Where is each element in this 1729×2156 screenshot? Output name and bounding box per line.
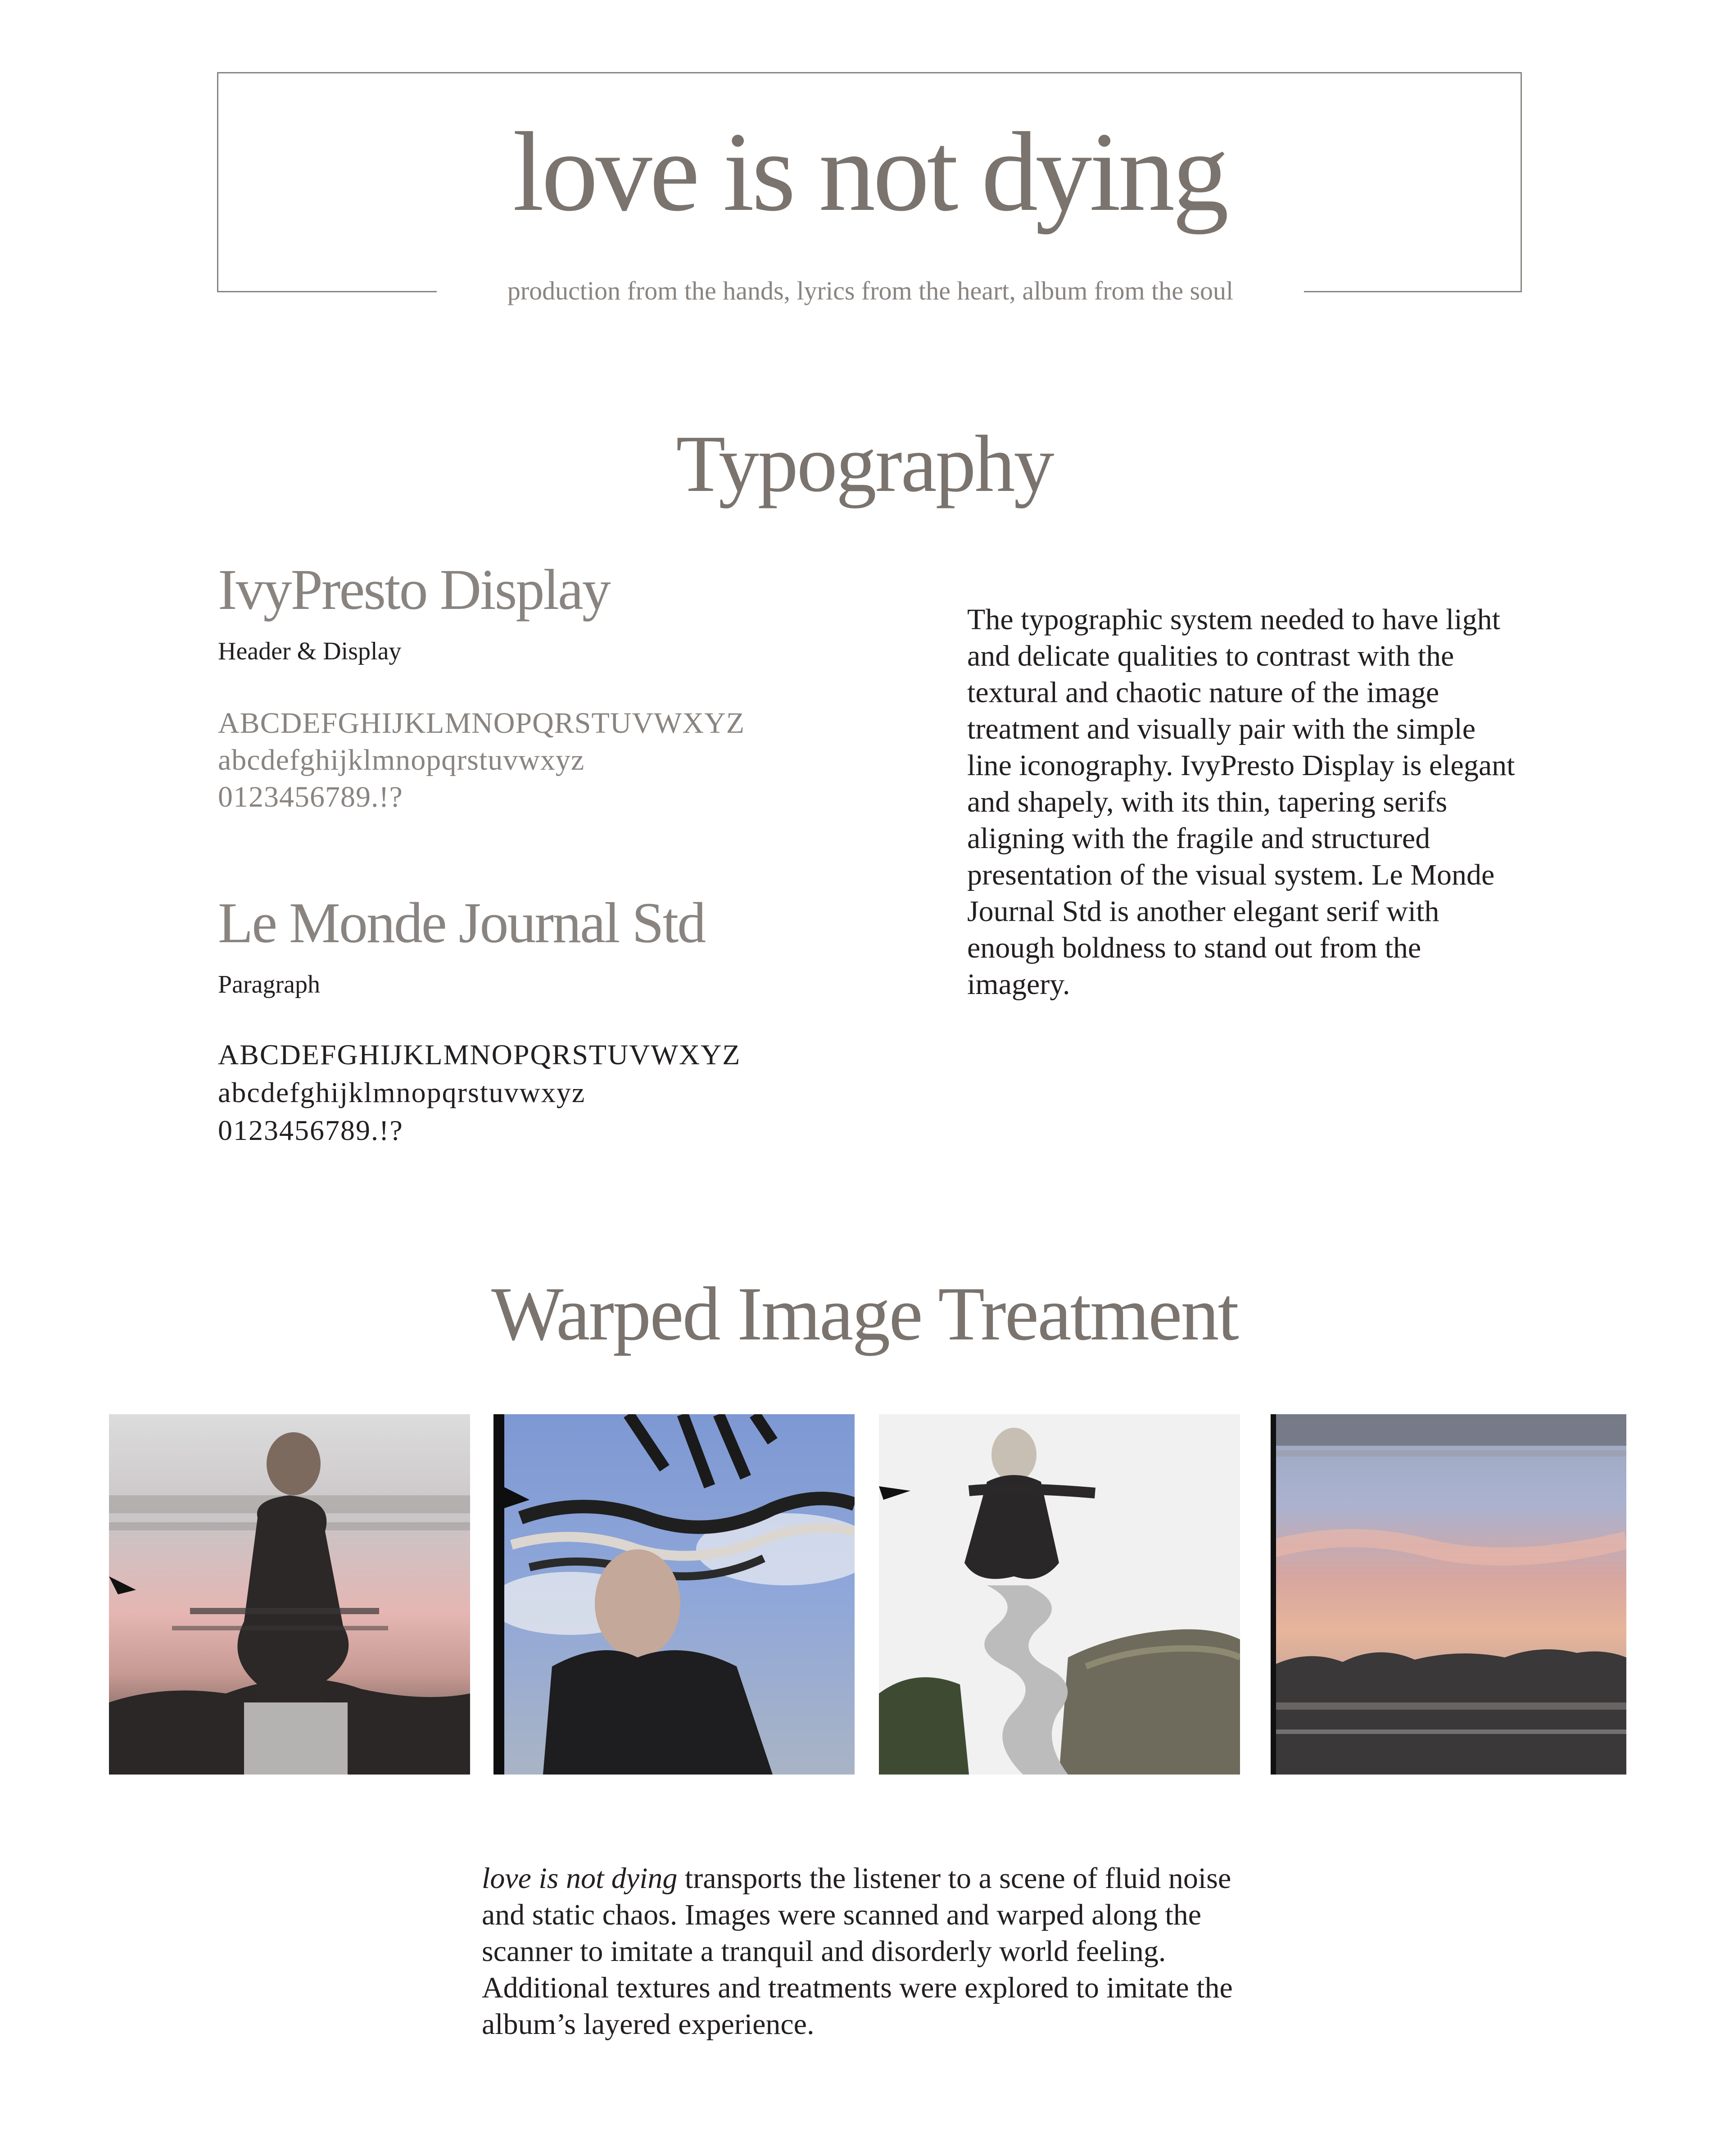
warped-heading: Warped Image Treatment bbox=[491, 1271, 1238, 1356]
glyphs-lowercase: abcdefghijklmnopqrstuvwxyz bbox=[218, 744, 585, 776]
typography-description: The typographic system needed to have light and delicate qualities to contrast with the textural and chaotic nature of the image treatment and visually pair with the simple line iconography. IvyPresto Display is elegant and shapely, with its thin, tapering serifs aligning with the fragile and structured presentation of the visual system. Le Monde Journal Std is another elegant serif with enough boldness to stand out from the imagery. bbox=[967, 603, 1515, 1001]
glyphs-uppercase: ABCDEFGHIJKLMNOPQRSTUVWXYZ bbox=[218, 707, 745, 740]
font-role-display: Header & Display bbox=[218, 637, 402, 665]
album-tagline: production from the hands, lyrics from the heart, album from the soul bbox=[507, 276, 1234, 305]
glyphs-numerals: 0123456789.!? bbox=[218, 781, 403, 813]
glyphs-uppercase: ABCDEFGHIJKLMNOPQRSTUVWXYZ bbox=[218, 1039, 741, 1071]
warped-photo-sunset-landscape bbox=[1271, 1414, 1626, 1775]
warped-photo-portrait-sky bbox=[493, 1414, 855, 1775]
warped-caption bbox=[482, 1860, 1256, 2043]
warped-photo-sunset-figure bbox=[109, 1414, 470, 1775]
caption-body: transports the listener to a scene of fluid noise and static chaos. Images were scanned and warped along the scanner to imitate a tranquil and disorderly world feeling. Additional textures and treatments were explored to imitate the album’s layered experience. bbox=[482, 1862, 1233, 2041]
glyphs-lowercase: abcdefghijklmnopqrstuvwxyz bbox=[218, 1076, 586, 1108]
font-name-display: IvyPresto Display bbox=[218, 558, 610, 622]
warped-photo-figure-hillside bbox=[879, 1414, 1240, 1775]
glyph-specimen-paragraph bbox=[218, 1036, 741, 1149]
header-frame-rule-right bbox=[1304, 291, 1522, 292]
album-title: love is not dying bbox=[512, 109, 1227, 235]
font-name-paragraph: Le Monde Journal Std bbox=[218, 891, 705, 955]
caption-album-title: love is not dying bbox=[482, 1862, 678, 1895]
glyphs-numerals: 0123456789.!? bbox=[218, 1114, 403, 1146]
header-frame-rule-left bbox=[217, 291, 437, 292]
font-role-paragraph: Paragraph bbox=[218, 971, 321, 999]
glyph-specimen-display bbox=[218, 705, 745, 816]
typography-heading: Typography bbox=[676, 419, 1053, 508]
